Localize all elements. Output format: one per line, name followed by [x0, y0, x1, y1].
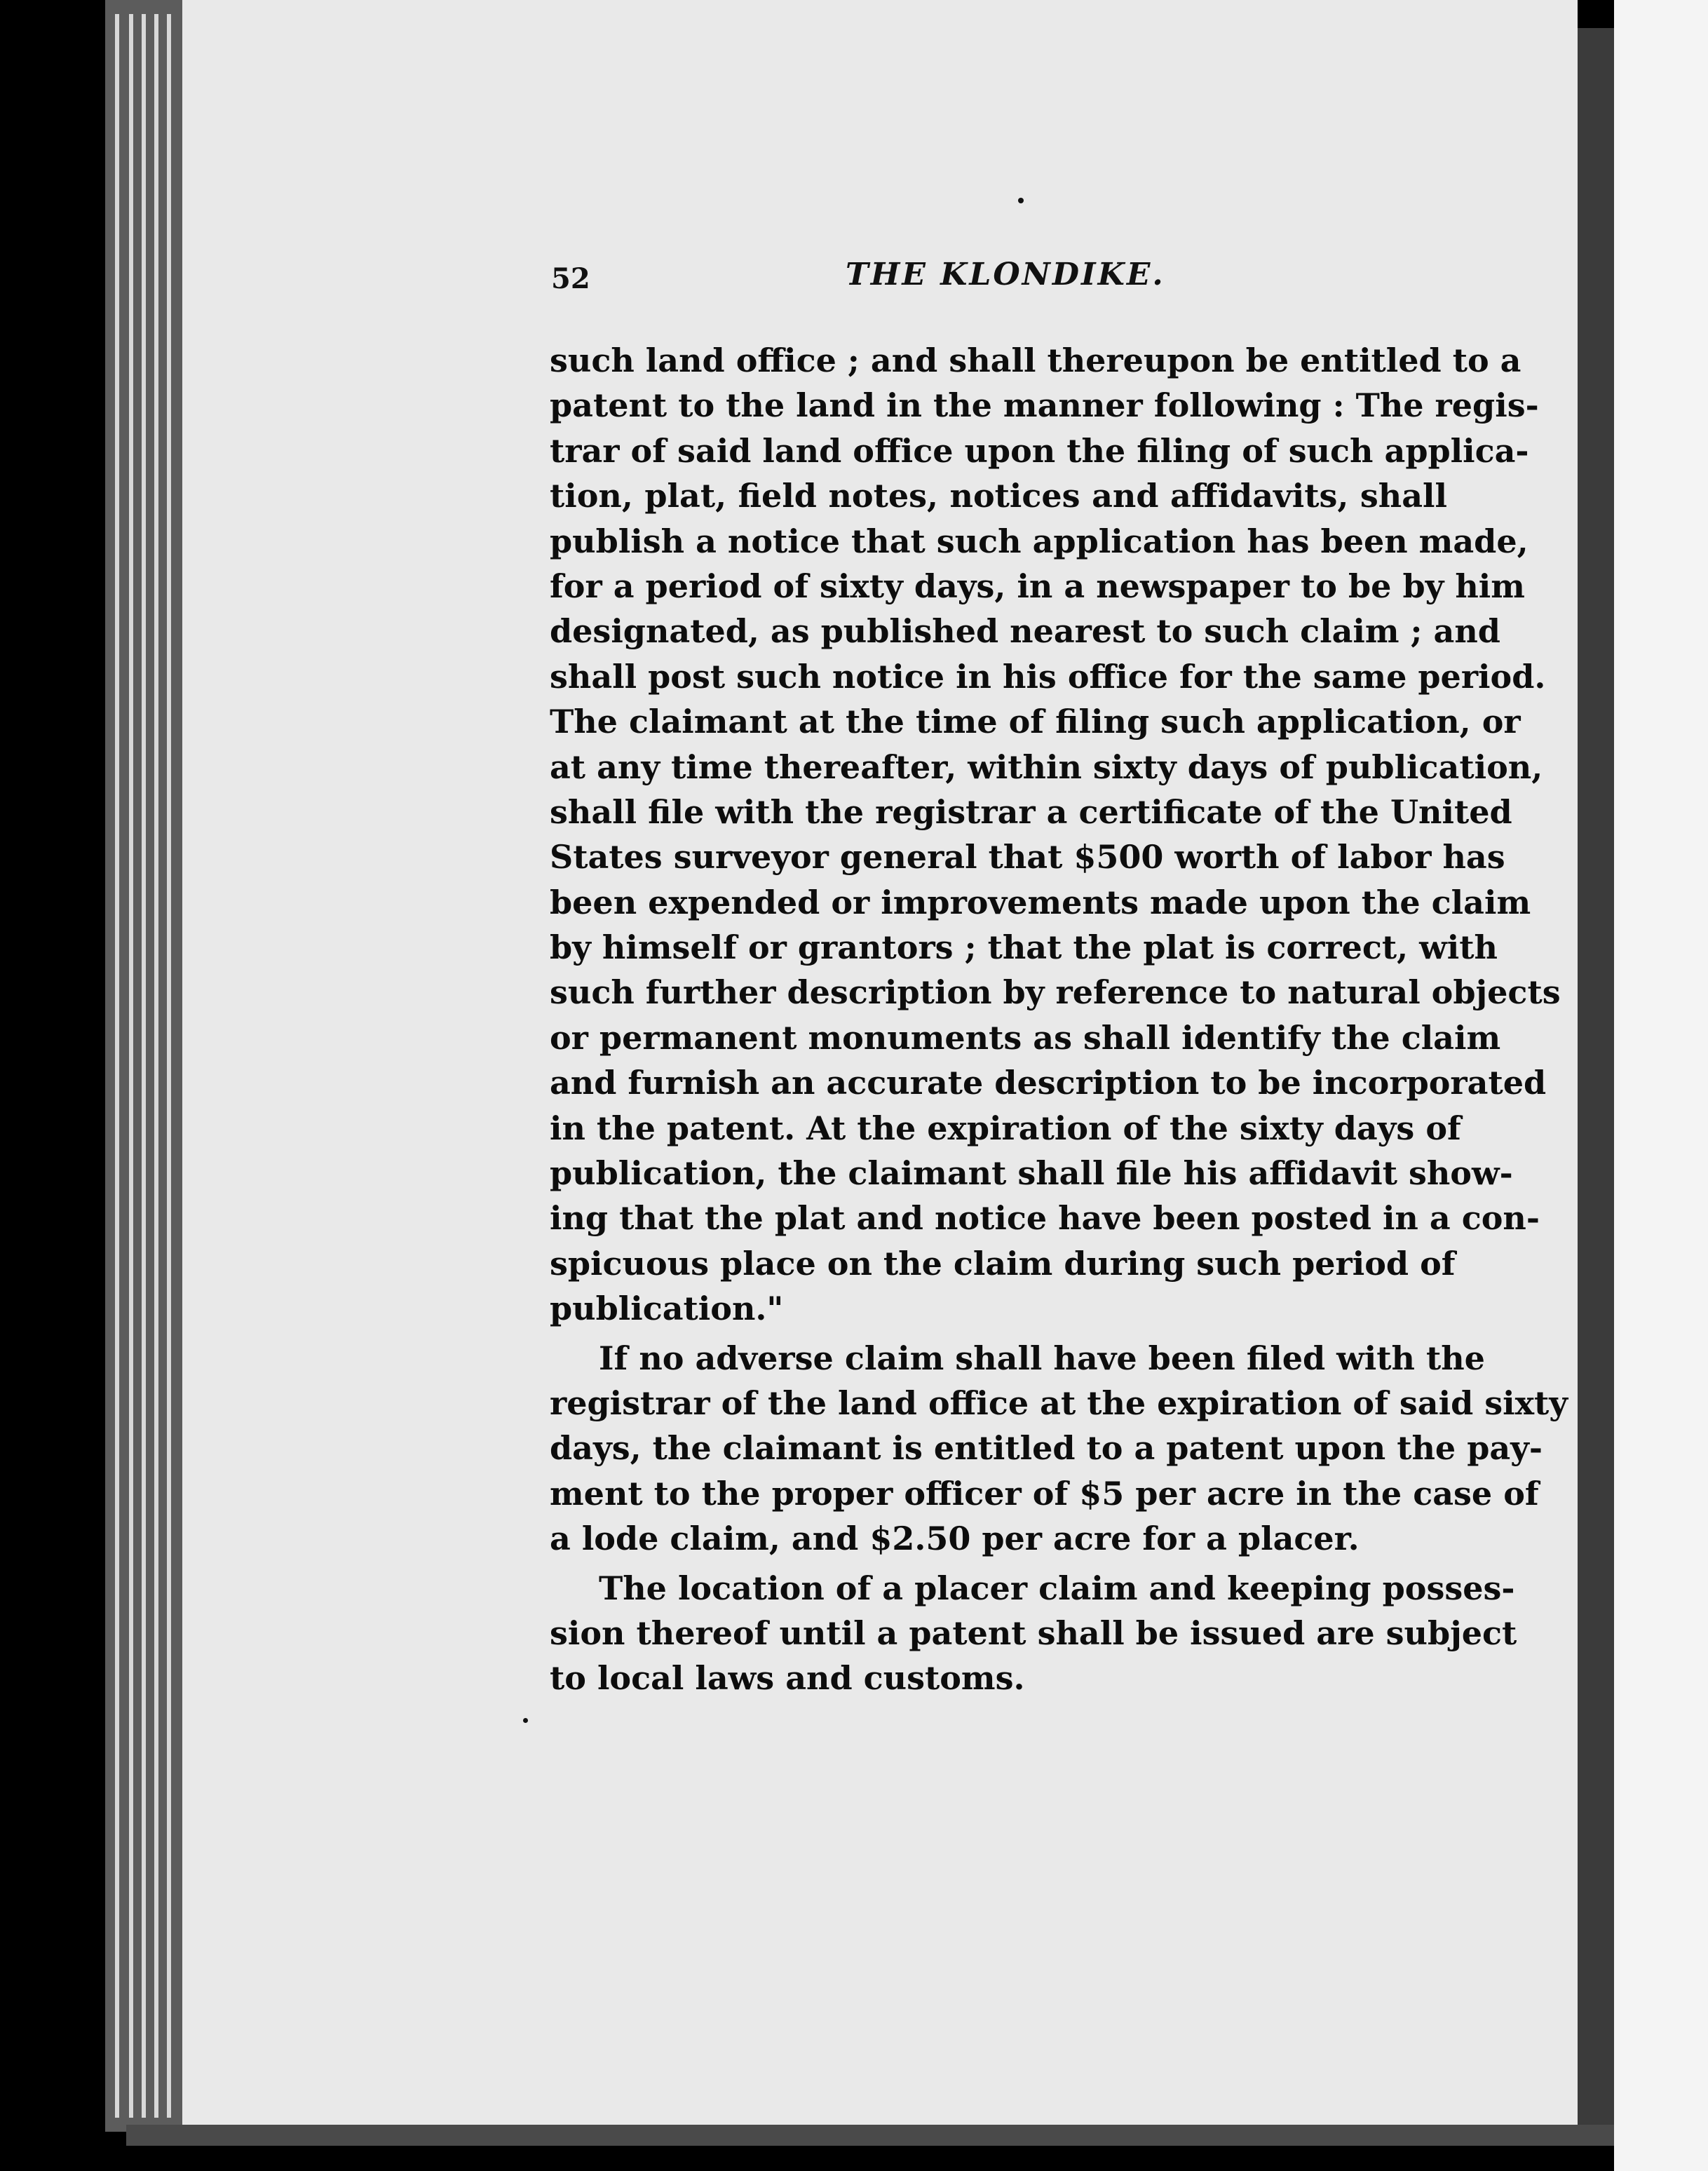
- page-edge-line: [154, 14, 158, 2118]
- text-line: trar of said land office upon the filing of such applica-: [550, 431, 1529, 470]
- text-line: publication, the claimant shall file his affidavit show-: [550, 1154, 1513, 1193]
- paragraph: [550, 338, 1561, 1332]
- text-line: tion, plat, field notes, notices and affidavits, shall: [550, 477, 1447, 515]
- text-line: in the patent. At the expiration of the sixty days of: [550, 1109, 1461, 1147]
- page-edge-line: [142, 14, 146, 2118]
- text-line: to local laws and customs.: [550, 1659, 1025, 1698]
- text-line: for a period of sixty days, in a newspaper to be by him: [550, 567, 1525, 605]
- body-text: [550, 338, 1568, 1701]
- text-line: The location of a placer claim and keeping posses-: [599, 1569, 1515, 1607]
- scan-speck: [523, 1718, 528, 1723]
- book-bottom-edge: [126, 2125, 1614, 2146]
- text-line: been expended or improvements made upon the claim: [550, 883, 1531, 921]
- page-header: [551, 257, 1168, 306]
- text-line: shall file with the registrar a certificate of the United: [550, 792, 1512, 831]
- text-line: or permanent monuments as shall identify the claim: [550, 1018, 1501, 1057]
- text-line: If no adverse claim shall have been filed with the: [599, 1339, 1485, 1377]
- scan-right-margin: [1614, 0, 1708, 2171]
- page-edge-line: [129, 14, 133, 2118]
- book-left-edge: [105, 0, 182, 2132]
- page-edge-line: [167, 14, 171, 2118]
- page-number: 52: [551, 262, 590, 295]
- paragraph: [550, 1336, 1568, 1562]
- text-line: registrar of the land office at the expiration of said sixty: [550, 1384, 1568, 1422]
- running-head: THE KLONDIKE.: [846, 257, 1165, 292]
- text-line: ing that the plat and notice have been posted in a con-: [550, 1199, 1540, 1238]
- text-line: sion thereof until a patent shall be issued are subject: [550, 1614, 1517, 1652]
- text-line: ment to the proper officer of $5 per acre in the case of: [550, 1474, 1539, 1513]
- book-right-edge: [1578, 28, 1614, 2125]
- scan-speck: [1018, 198, 1024, 203]
- text-line: by himself or grantors ; that the plat is correct, with: [550, 928, 1498, 967]
- page-edge-line: [115, 14, 119, 2118]
- text-line: spicuous place on the claim during such period of: [550, 1244, 1456, 1283]
- text-line: designated, as published nearest to such claim ; and: [550, 612, 1500, 651]
- text-line: The claimant at the time of filing such application, or: [550, 703, 1521, 741]
- text-line: shall post such notice in his office for the same period.: [550, 657, 1546, 696]
- text-line: days, the claimant is entitled to a patent upon the pay-: [550, 1429, 1543, 1468]
- text-line: patent to the land in the manner following : The regis-: [550, 386, 1539, 425]
- text-line: publication.": [550, 1290, 784, 1328]
- text-line: a lode claim, and $2.50 per acre for a placer.: [550, 1520, 1360, 1558]
- text-line: and furnish an accurate description to be incorporated: [550, 1064, 1547, 1102]
- text-line: such further description by reference to natural objects: [550, 973, 1561, 1012]
- text-line: States surveyor general that $500 worth of labor has: [550, 838, 1505, 877]
- paragraph: [550, 1566, 1517, 1701]
- text-line: at any time thereafter, within sixty days of publication,: [550, 748, 1543, 786]
- text-line: publish a notice that such application has been made,: [550, 522, 1529, 560]
- text-line: such land office ; and shall thereupon be entitled to a: [550, 341, 1521, 379]
